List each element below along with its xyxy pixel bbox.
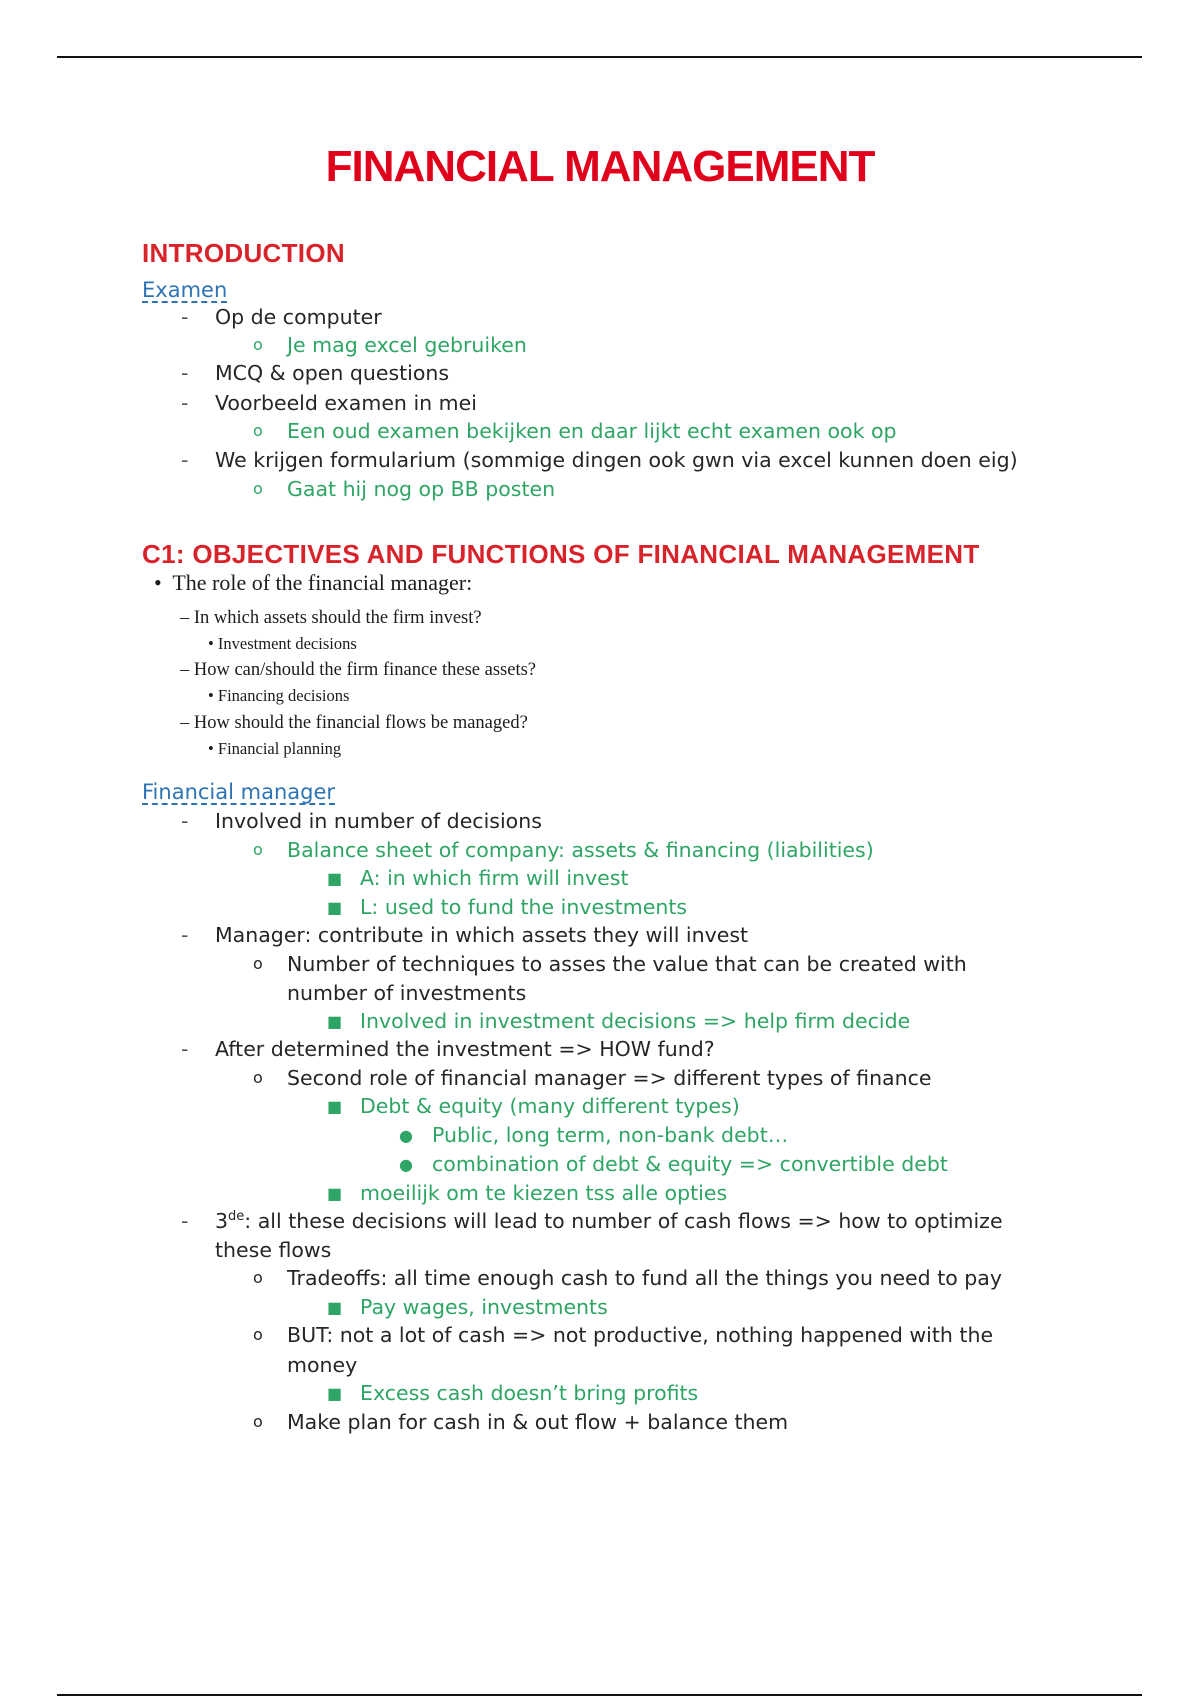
list-item: o Tradeoffs: all time enough cash to fund all the things you need to pay xyxy=(253,1266,1002,1290)
dash-bullet-icon: - xyxy=(181,448,189,472)
slide-question: – How should the financial flows be managed? xyxy=(180,713,528,733)
dash-bullet-icon: - xyxy=(181,923,189,947)
slide-question: – How can/should the firm finance these assets? xyxy=(180,660,537,680)
list-item: - 3de: all these decisions will lead to number of cash flows => how to optimize xyxy=(181,1209,1003,1233)
circle-bullet-icon: o xyxy=(253,1068,263,1087)
circle-bullet-icon: o xyxy=(253,954,263,973)
square-bullet-icon: ■ xyxy=(327,1012,343,1031)
list-item: ● Public, long term, non-bank debt… xyxy=(399,1123,789,1147)
square-bullet-icon: ■ xyxy=(327,1298,343,1317)
list-item: o Je mag excel gebruiken xyxy=(253,333,527,357)
list-item: - We krijgen formularium (sommige dingen ook gwn via excel kunnen doen eig) xyxy=(181,448,1018,472)
circle-bullet-icon: o xyxy=(253,840,263,859)
slide-image xyxy=(142,570,610,764)
list-item: - Voorbeeld examen in mei xyxy=(181,391,477,415)
square-bullet-icon: ■ xyxy=(327,1184,343,1203)
subheading-examen: Examen xyxy=(142,278,228,302)
list-item: o Een oud examen bekijken en daar lijkt echt examen ook op xyxy=(253,419,897,443)
list-item-continuation: money xyxy=(287,1353,358,1377)
list-item: o Balance sheet of company: assets & financing (liabilities) xyxy=(253,838,874,862)
slide-main-point: • The role of the financial manager: xyxy=(154,570,473,595)
heading-c1: C1: OBJECTIVES AND FUNCTIONS OF FINANCIAL MANAGEMENT xyxy=(142,539,980,569)
circle-bullet-icon: o xyxy=(253,1412,263,1431)
list-item: o Make plan for cash in & out flow + balance them xyxy=(253,1410,789,1434)
list-item: - Manager: contribute in which assets they will invest xyxy=(181,923,749,947)
dash-bullet-icon: - xyxy=(181,1209,189,1233)
circle-bullet-icon: o xyxy=(253,335,263,354)
list-item: ■ Debt & equity (many different types) xyxy=(327,1094,740,1118)
list-item: - After determined the investment => HOW fund? xyxy=(181,1037,715,1061)
list-item: - Op de computer xyxy=(181,305,382,329)
dash-bullet-icon: - xyxy=(181,305,189,329)
list-item-continuation: these flows xyxy=(215,1238,332,1262)
circle-bullet-icon: o xyxy=(253,1268,263,1287)
circle-bullet-icon: o xyxy=(253,479,263,498)
dash-bullet-icon: - xyxy=(181,809,189,833)
list-item-continuation: number of investments xyxy=(287,981,527,1005)
list-item: ■ Excess cash doesn’t bring profits xyxy=(327,1381,699,1405)
list-item: ■ moeilijk om te kiezen tss alle opties xyxy=(327,1181,728,1205)
list-item: - Involved in number of decisions xyxy=(181,809,542,833)
square-bullet-icon: ■ xyxy=(327,869,343,888)
slide-answer: • Financial planning xyxy=(208,739,342,758)
circle-bullet-icon: o xyxy=(253,1325,263,1344)
heading-introduction: INTRODUCTION xyxy=(142,238,345,268)
circle-bullet-icon: o xyxy=(253,421,263,440)
list-item: ■ Pay wages, investments xyxy=(327,1295,608,1319)
list-item: ● combination of debt & equity => convertible debt xyxy=(399,1152,948,1176)
list-item: ■ L: used to fund the investments xyxy=(327,895,688,919)
list-item: o Number of techniques to asses the value that can be created with xyxy=(253,952,967,976)
dash-bullet-icon: - xyxy=(181,361,189,385)
square-bullet-icon: ■ xyxy=(327,1097,343,1116)
slide-question: – In which assets should the firm invest? xyxy=(180,608,482,628)
subheading-financial-manager: Financial manager xyxy=(142,780,336,804)
square-bullet-icon: ■ xyxy=(327,898,343,917)
list-item: - MCQ & open questions xyxy=(181,361,450,385)
slide-answer: • Investment decisions xyxy=(208,634,357,653)
slide-answer: • Financing decisions xyxy=(208,686,350,705)
page-title: FINANCIAL MANAGEMENT xyxy=(325,142,875,191)
top-rule xyxy=(57,56,1142,58)
list-item: ■ Involved in investment decisions => help firm decide xyxy=(327,1009,911,1033)
square-bullet-icon: ■ xyxy=(327,1384,343,1403)
dash-bullet-icon: - xyxy=(181,391,189,415)
list-item: ■ A: in which firm will invest xyxy=(327,866,629,890)
dash-bullet-icon: - xyxy=(181,1037,189,1061)
dot-bullet-icon: ● xyxy=(399,1126,413,1145)
list-item: o BUT: not a lot of cash => not productive, nothing happened with the xyxy=(253,1323,994,1347)
dot-bullet-icon: ● xyxy=(399,1155,413,1174)
list-item: o Gaat hij nog op BB posten xyxy=(253,477,556,501)
bottom-rule xyxy=(57,1694,1142,1696)
list-item: o Second role of financial manager => different types of finance xyxy=(253,1066,932,1090)
